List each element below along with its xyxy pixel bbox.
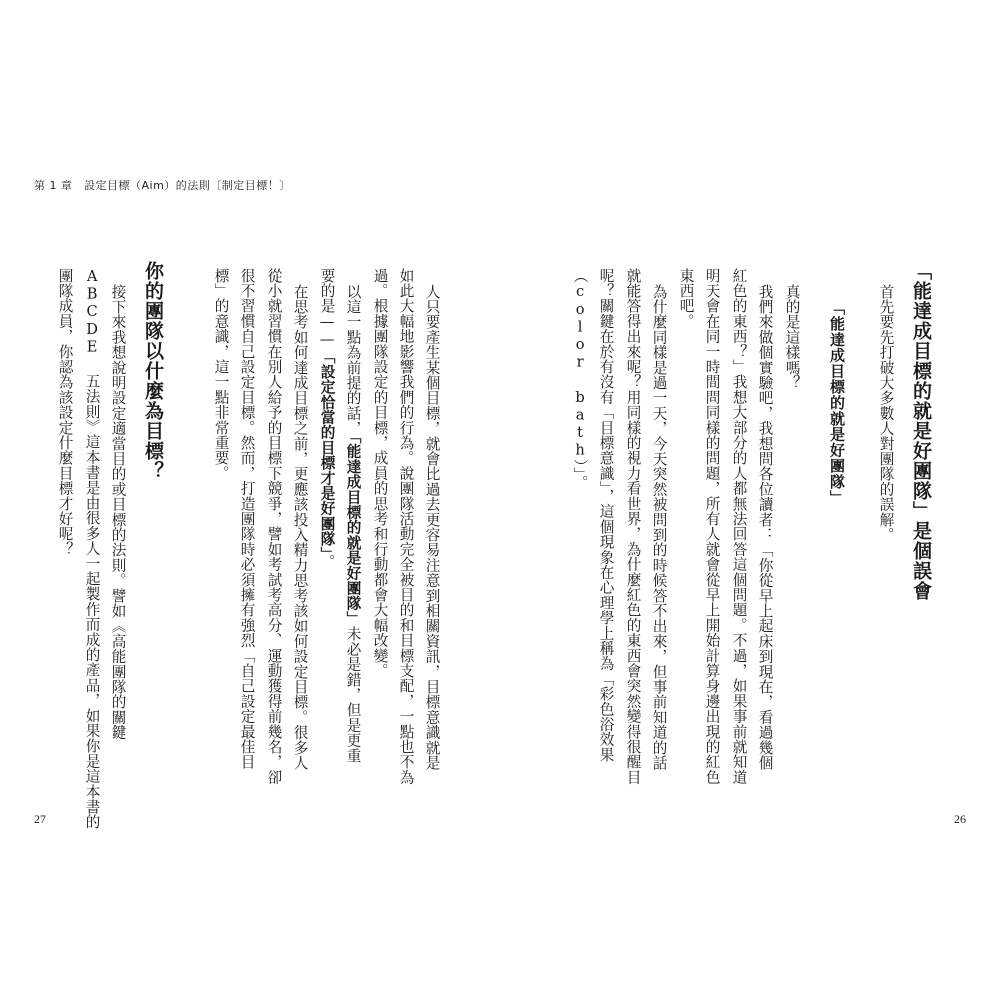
body-line: 真的是這樣嗎？ — [783, 284, 801, 391]
body-line: ABCDE 五法則》這本書是由很多人一起製作而成的產品，如果你是這本書的 — [83, 268, 101, 830]
body-line: 紅色的東西？」我想大部分的人都無法回答這個問題。不過，如果事前就知道 — [730, 268, 748, 785]
body-line: 我們來做個實驗吧，我想問各位讀者：「你從早上起床到現在，看過幾個 — [756, 284, 774, 771]
body-line: （color bath）」。 — [571, 268, 589, 491]
body-line: 呢？關鍵在於有沒有「目標意識」，這個現象在心理學上稱為「彩色浴效果 — [597, 268, 615, 763]
body-line — [319, 268, 334, 570]
body-text: 未必是錯，但是更重 — [344, 626, 362, 764]
body-line: 從小就習慣在別人給予的目標下競爭，譬如考試考高分、運動獲得前幾名，卻 — [265, 268, 283, 785]
body-line: 接下來我想說明設定適當目的或目標的法則。譬如《高能團隊的關鍵 — [109, 284, 127, 740]
body-line: 人只要產生某個目標，就會比過去更容易注意到相關資訊，目標意識就是 — [423, 284, 441, 771]
body-line: 很不習慣自己設定目標。然而，打造團隊時必須擁有強烈「自己設定最佳目 — [238, 268, 256, 770]
right-page — [500, 0, 1000, 1000]
body-line: 標」的意識，這一點非常重要。 — [212, 268, 230, 481]
body-line: 東西吧。 — [677, 268, 695, 329]
body-line: 就能答得出來呢？用同樣的視力看世界，為什麼紅色的東西會突然變得很醒目 — [624, 268, 642, 785]
section-heading: 你的團隊以什麼為目標？ — [142, 261, 164, 481]
body-line: 在思考如何達成目標之前，更應該投入精力思考該如何設定目標。很多人 — [291, 284, 309, 771]
page-number: 27 — [34, 812, 46, 826]
body-line — [345, 284, 360, 763]
body-line: 為什麼同樣是過一天，今天突然被問到的時候答不出來，但事前知道的話 — [650, 284, 668, 771]
body-line: 過。根據團隊設定的目標，成員的思考和行動都會大幅改變。 — [371, 268, 389, 679]
body-text: 以這一點為前提的話， — [344, 284, 362, 436]
page-number: 26 — [954, 812, 966, 826]
subheading: 「能達成目標的就是好團隊」 — [828, 300, 846, 506]
body-text: 。 — [318, 554, 336, 570]
body-text: 要的是—— — [318, 268, 336, 349]
emphasis-text: 「能達成目標的就是好團隊」 — [344, 436, 362, 627]
body-line: 明天會在同一時間問同樣的問題，所有人就會從早上開始計算身邊出現的紅色 — [703, 268, 721, 785]
body-line: 如此大幅地影響我們的行為。說團隊活動完全被目的和目標支配，一點也不為 — [397, 268, 415, 785]
intro-text: 首先要先打破大多數人對團隊的誤解。 — [877, 284, 895, 543]
running-header: 第 1 章 設定目標（Aim）的法則〔制定目標！〕 — [34, 179, 291, 192]
section-heading: 「能達成目標的就是好團隊」是個誤會 — [910, 261, 932, 601]
body-line: 團隊成員，你認為該設定什麼目標才好呢？ — [56, 268, 74, 557]
emphasis-text: 「設定恰當的目標才是好團隊」 — [318, 348, 336, 555]
